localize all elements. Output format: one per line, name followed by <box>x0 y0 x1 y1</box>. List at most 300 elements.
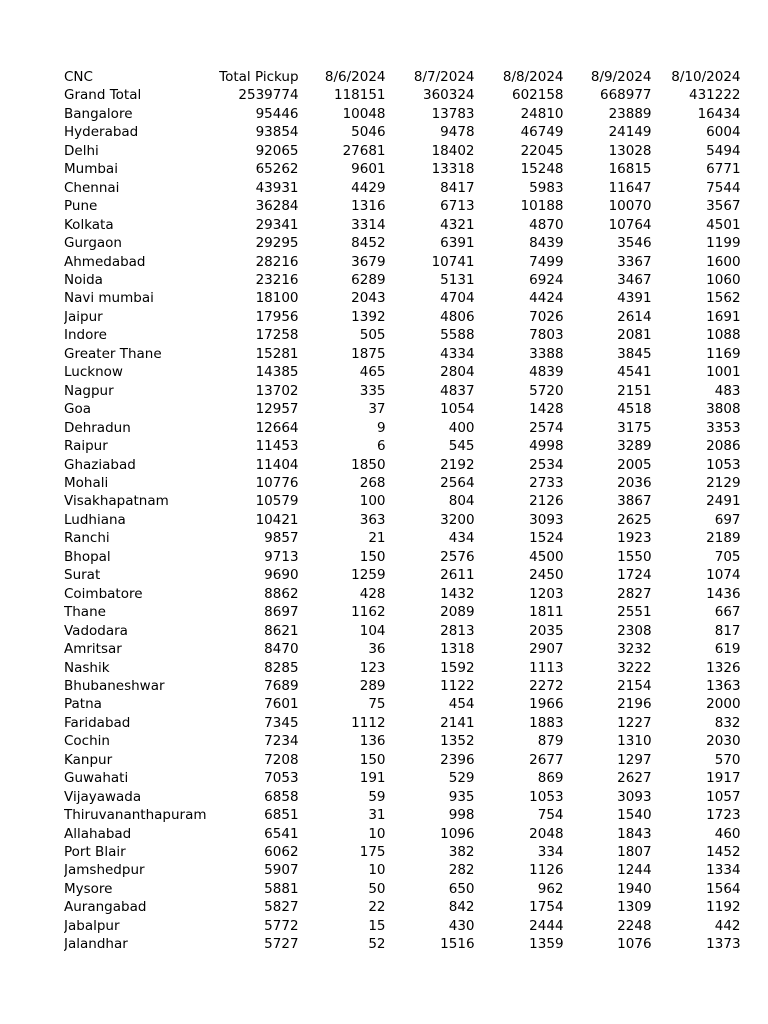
table-row <box>64 289 741 307</box>
cell-date-4: 1297 <box>617 751 652 768</box>
cell-cnc: Nagpur <box>64 382 114 399</box>
cell-date-4: 3367 <box>617 253 652 270</box>
cell-total-pickup: 5772 <box>264 917 299 934</box>
cell-cnc: Faridabad <box>64 714 131 731</box>
cell-date-4: 3232 <box>617 641 652 658</box>
cell-date-1: 505 <box>359 327 386 344</box>
table-row <box>64 197 741 215</box>
cell-date-2: 2564 <box>440 474 475 491</box>
cell-date-3: 1126 <box>529 862 564 879</box>
cell-date-2: 434 <box>448 530 475 547</box>
cell-date-3: 8439 <box>529 235 564 252</box>
cell-cnc: Ranchi <box>64 530 110 547</box>
cell-date-5: 1326 <box>706 659 741 676</box>
cell-date-2: 842 <box>448 899 475 916</box>
table-row <box>64 825 741 843</box>
cell-date-3: 962 <box>537 880 564 897</box>
cell-date-1: 100 <box>359 493 386 510</box>
cell-date-3: 2574 <box>529 419 564 436</box>
cell-date-5: 4501 <box>706 216 741 233</box>
cell-cnc: Ahmedabad <box>64 253 146 270</box>
cell-date-3: 1883 <box>529 714 564 731</box>
cell-date-3: 4998 <box>529 438 564 455</box>
table-row <box>64 216 741 234</box>
cell-date-1: 428 <box>359 585 386 602</box>
cell-total-pickup: 93854 <box>255 124 299 141</box>
cell-date-2: 454 <box>448 696 475 713</box>
cell-total-pickup: 10421 <box>255 511 299 528</box>
cell-date-1: 21 <box>368 530 386 547</box>
cell-date-5: 570 <box>714 751 741 768</box>
cell-date-5: 1334 <box>706 862 741 879</box>
cell-date-3: 10188 <box>520 198 564 215</box>
cell-date-3: 2907 <box>529 641 564 658</box>
cell-date-5: 1074 <box>706 567 741 584</box>
cell-cnc: Dehradun <box>64 419 131 436</box>
cell-cnc: Ghaziabad <box>64 456 136 473</box>
cell-date-3: 4500 <box>529 548 564 565</box>
cell-cnc: Aurangabad <box>64 899 147 916</box>
cell-date-1: 75 <box>368 696 386 713</box>
cell-date-5: 1917 <box>706 770 741 787</box>
cell-date-5: 1452 <box>706 844 741 861</box>
cell-date-5: 1562 <box>706 290 741 307</box>
cell-cnc: Lucknow <box>64 364 123 381</box>
cell-date-1: 1259 <box>351 567 386 584</box>
cell-cnc: Noida <box>64 271 103 288</box>
cell-total-pickup: 7053 <box>264 770 299 787</box>
cell-total-pickup: 28216 <box>255 253 299 270</box>
cell-date-5: 1363 <box>706 677 741 694</box>
cell-cnc: Greater Thane <box>64 345 162 362</box>
cell-date-1: 136 <box>359 733 386 750</box>
cell-date-4: 1076 <box>617 936 652 953</box>
cell-date-5: 1436 <box>706 585 741 602</box>
cell-total-pickup: 17258 <box>255 327 299 344</box>
cell-date-2: 3200 <box>440 511 475 528</box>
cell-total-pickup: 23216 <box>255 271 299 288</box>
cell-cnc: Kolkata <box>64 216 114 233</box>
cell-cnc: Grand Total <box>64 87 142 104</box>
cell-date-3: 1811 <box>529 604 564 621</box>
cell-date-1: 175 <box>359 844 386 861</box>
cell-cnc: Amritsar <box>64 641 122 658</box>
cell-date-1: 191 <box>359 770 386 787</box>
cell-date-1: 104 <box>359 622 386 639</box>
cell-date-3: 334 <box>537 844 564 861</box>
cell-date-1: 289 <box>359 677 386 694</box>
cell-date-5: 1057 <box>706 788 741 805</box>
cell-date-3: 4870 <box>529 216 564 233</box>
cell-total-pickup: 7601 <box>264 696 299 713</box>
cell-date-5: 667 <box>714 604 741 621</box>
cell-date-1: 27681 <box>342 142 386 159</box>
cell-date-3: 7026 <box>529 308 564 325</box>
cell-date-4: 668977 <box>599 87 652 104</box>
cell-date-4: 1309 <box>617 899 652 916</box>
cell-date-1: 22 <box>368 899 386 916</box>
cell-total-pickup: 14385 <box>255 364 299 381</box>
cell-date-4: 2308 <box>617 622 652 639</box>
table-row <box>64 105 741 123</box>
cell-date-5: 2030 <box>706 733 741 750</box>
cell-date-2: 2396 <box>440 751 475 768</box>
cell-date-3: 2450 <box>529 567 564 584</box>
cell-date-4: 3546 <box>617 235 652 252</box>
cell-date-2: 1516 <box>440 936 475 953</box>
cell-total-pickup: 7345 <box>264 714 299 731</box>
cell-total-pickup: 5881 <box>264 880 299 897</box>
cell-date-3: 1359 <box>529 936 564 953</box>
table-row <box>64 917 741 935</box>
cell-date-5: 6771 <box>706 161 741 178</box>
cell-date-1: 8452 <box>351 235 386 252</box>
cell-date-5: 2491 <box>706 493 741 510</box>
cell-date-1: 1392 <box>351 308 386 325</box>
cell-date-5: 3353 <box>706 419 741 436</box>
cell-date-1: 363 <box>359 511 386 528</box>
cell-total-pickup: 17956 <box>255 308 299 325</box>
cell-date-4: 1227 <box>617 714 652 731</box>
cell-date-5: 1723 <box>706 807 741 824</box>
cell-date-3: 1754 <box>529 899 564 916</box>
cell-date-5: 1053 <box>706 456 741 473</box>
cell-total-pickup: 43931 <box>255 179 299 196</box>
cell-date-3: 15248 <box>520 161 564 178</box>
cell-total-pickup: 95446 <box>255 105 299 122</box>
cell-date-5: 7544 <box>706 179 741 196</box>
cell-total-pickup: 65262 <box>255 161 299 178</box>
cell-date-1: 50 <box>368 880 386 897</box>
cell-date-5: 460 <box>714 825 741 842</box>
cell-date-4: 3845 <box>617 345 652 362</box>
cell-date-3: 1524 <box>529 530 564 547</box>
cell-date-4: 1923 <box>617 530 652 547</box>
cell-total-pickup: 6851 <box>264 807 299 824</box>
cell-date-2: 1096 <box>440 825 475 842</box>
cell-date-5: 3567 <box>706 198 741 215</box>
cell-cnc: Kanpur <box>64 751 113 768</box>
cell-date-4: 1807 <box>617 844 652 861</box>
cell-date-2: 1054 <box>440 401 475 418</box>
table-row <box>64 160 741 178</box>
cell-date-1: 5046 <box>351 124 386 141</box>
cell-total-pickup: 18100 <box>255 290 299 307</box>
cell-date-3: 2677 <box>529 751 564 768</box>
cell-date-2: 545 <box>448 438 475 455</box>
cell-date-4: 4541 <box>617 364 652 381</box>
cell-date-1: 10 <box>368 862 386 879</box>
cell-date-1: 465 <box>359 364 386 381</box>
header-date-1: 8/6/2024 <box>324 69 386 85</box>
cell-date-2: 1318 <box>440 641 475 658</box>
cell-date-4: 2154 <box>617 677 652 694</box>
cell-total-pickup: 10776 <box>255 474 299 491</box>
cell-date-5: 817 <box>714 622 741 639</box>
cell-date-2: 650 <box>448 880 475 897</box>
table-row <box>64 437 741 455</box>
cell-total-pickup: 12664 <box>255 419 299 436</box>
cell-cnc: Jalandhar <box>64 936 128 953</box>
cell-date-3: 2035 <box>529 622 564 639</box>
cell-total-pickup: 29295 <box>255 235 299 252</box>
cell-cnc: Cochin <box>64 733 110 750</box>
cell-date-5: 1199 <box>706 235 741 252</box>
table-row <box>64 253 741 271</box>
cell-date-1: 59 <box>368 788 386 805</box>
table-row <box>64 234 741 252</box>
cell-date-3: 1053 <box>529 788 564 805</box>
cell-cnc: Ludhiana <box>64 511 126 528</box>
cell-cnc: Bangalore <box>64 105 133 122</box>
cell-date-2: 2611 <box>440 567 475 584</box>
cell-cnc: Mysore <box>64 880 113 897</box>
cell-date-5: 832 <box>714 714 741 731</box>
table-row <box>64 400 741 418</box>
cell-date-1: 52 <box>368 936 386 953</box>
cell-date-3: 1113 <box>529 659 564 676</box>
cell-total-pickup: 6858 <box>264 788 299 805</box>
header-cnc: CNC <box>64 69 93 85</box>
table-row <box>64 456 741 474</box>
cell-date-3: 4839 <box>529 364 564 381</box>
cell-date-1: 1850 <box>351 456 386 473</box>
cell-total-pickup: 92065 <box>255 142 299 159</box>
cell-date-2: 2813 <box>440 622 475 639</box>
table-row <box>64 548 741 566</box>
cell-total-pickup: 6541 <box>264 825 299 842</box>
cell-date-4: 1540 <box>617 807 652 824</box>
cell-date-3: 2126 <box>529 493 564 510</box>
cell-date-2: 10741 <box>431 253 475 270</box>
cell-date-2: 804 <box>448 493 475 510</box>
cell-date-1: 2043 <box>351 290 386 307</box>
cell-total-pickup: 2539774 <box>238 87 299 104</box>
cell-total-pickup: 7234 <box>264 733 299 750</box>
cell-date-2: 5131 <box>440 271 475 288</box>
cell-total-pickup: 9713 <box>264 548 299 565</box>
cell-date-4: 13028 <box>608 142 652 159</box>
spreadsheet <box>64 68 741 954</box>
table-row <box>64 880 741 898</box>
header-total-pickup: Total Pickup <box>219 69 299 85</box>
table-row <box>64 382 741 400</box>
cell-date-3: 1428 <box>529 401 564 418</box>
cell-date-2: 998 <box>448 807 475 824</box>
table-row <box>64 142 741 160</box>
cell-date-4: 3222 <box>617 659 652 676</box>
cell-date-3: 3388 <box>529 345 564 362</box>
cell-date-1: 123 <box>359 659 386 676</box>
table-row <box>64 308 741 326</box>
cell-date-1: 4429 <box>351 179 386 196</box>
table-row <box>64 271 741 289</box>
table-row <box>64 622 741 640</box>
cell-date-3: 22045 <box>520 142 564 159</box>
cell-date-5: 697 <box>714 511 741 528</box>
cell-date-2: 9478 <box>440 124 475 141</box>
cell-date-3: 869 <box>537 770 564 787</box>
table-row <box>64 123 741 141</box>
cell-date-1: 1316 <box>351 198 386 215</box>
cell-cnc: Gurgaon <box>64 235 122 252</box>
cell-date-2: 4837 <box>440 382 475 399</box>
cell-date-1: 9601 <box>351 161 386 178</box>
cell-date-4: 2625 <box>617 511 652 528</box>
table-row <box>64 898 741 916</box>
cell-date-2: 400 <box>448 419 475 436</box>
cell-date-1: 150 <box>359 751 386 768</box>
cell-total-pickup: 10579 <box>255 493 299 510</box>
cell-cnc: Allahabad <box>64 825 132 842</box>
table-row <box>64 345 741 363</box>
cell-total-pickup: 11404 <box>255 456 299 473</box>
cell-cnc: Visakhapatnam <box>64 493 169 510</box>
cell-total-pickup: 7208 <box>264 751 299 768</box>
cell-date-5: 1192 <box>706 899 741 916</box>
cell-date-5: 705 <box>714 548 741 565</box>
cell-cnc: Coimbatore <box>64 585 143 602</box>
cell-date-3: 5720 <box>529 382 564 399</box>
table-row <box>64 806 741 824</box>
cell-date-3: 2444 <box>529 917 564 934</box>
cell-date-3: 602158 <box>511 87 564 104</box>
cell-cnc: Bhubaneshwar <box>64 677 165 694</box>
cell-date-1: 150 <box>359 548 386 565</box>
header-date-2: 8/7/2024 <box>413 69 475 85</box>
cell-date-2: 529 <box>448 770 475 787</box>
cell-cnc: Jabalpur <box>64 917 120 934</box>
cell-date-4: 3289 <box>617 438 652 455</box>
cell-date-2: 4321 <box>440 216 475 233</box>
cell-total-pickup: 13702 <box>255 382 299 399</box>
cell-date-4: 2081 <box>617 327 652 344</box>
cell-date-5: 1060 <box>706 271 741 288</box>
table-row <box>64 788 741 806</box>
cell-cnc: Surat <box>64 567 101 584</box>
table-body <box>64 86 741 953</box>
cell-date-1: 3679 <box>351 253 386 270</box>
cell-date-1: 268 <box>359 474 386 491</box>
header-date-5: 8/10/2024 <box>671 69 741 85</box>
cell-date-5: 2086 <box>706 438 741 455</box>
cell-total-pickup: 8470 <box>264 641 299 658</box>
cell-date-5: 16434 <box>697 105 741 122</box>
cell-date-2: 2141 <box>440 714 475 731</box>
cell-date-4: 3093 <box>617 788 652 805</box>
cell-date-1: 10 <box>368 825 386 842</box>
cell-date-2: 8417 <box>440 179 475 196</box>
cell-date-4: 2827 <box>617 585 652 602</box>
table-row <box>64 529 741 547</box>
cell-date-1: 1112 <box>351 714 386 731</box>
cell-date-2: 6391 <box>440 235 475 252</box>
cell-date-4: 3467 <box>617 271 652 288</box>
cell-date-5: 6004 <box>706 124 741 141</box>
cell-date-1: 9 <box>376 419 386 436</box>
table-row <box>64 419 741 437</box>
cell-date-1: 6289 <box>351 271 386 288</box>
cell-date-5: 442 <box>714 917 741 934</box>
header-date-4: 8/9/2024 <box>590 69 652 85</box>
cell-cnc: Chennai <box>64 179 120 196</box>
cell-total-pickup: 11453 <box>255 438 299 455</box>
table-row <box>64 179 741 197</box>
cell-total-pickup: 9857 <box>264 530 299 547</box>
cell-date-4: 1244 <box>617 862 652 879</box>
table-row <box>64 843 741 861</box>
cell-cnc: Vadodara <box>64 622 128 639</box>
cell-date-4: 10070 <box>608 198 652 215</box>
cell-date-1: 15 <box>368 917 386 934</box>
cell-date-1: 1162 <box>351 604 386 621</box>
cell-date-4: 1940 <box>617 880 652 897</box>
cell-date-3: 2048 <box>529 825 564 842</box>
cell-total-pickup: 15281 <box>255 345 299 362</box>
table-row <box>64 566 741 584</box>
cell-date-3: 2272 <box>529 677 564 694</box>
cell-date-5: 483 <box>714 382 741 399</box>
cell-total-pickup: 8697 <box>264 604 299 621</box>
cell-date-5: 1001 <box>706 364 741 381</box>
cell-date-4: 2151 <box>617 382 652 399</box>
cell-date-1: 6 <box>376 438 386 455</box>
cell-cnc: Navi mumbai <box>64 290 154 307</box>
table-row <box>64 603 741 621</box>
cell-cnc: Indore <box>64 327 107 344</box>
cell-date-4: 2248 <box>617 917 652 934</box>
cell-date-4: 2627 <box>617 770 652 787</box>
cell-date-2: 1122 <box>440 677 475 694</box>
cell-cnc: Port Blair <box>64 844 126 861</box>
cell-total-pickup: 8285 <box>264 659 299 676</box>
cell-date-2: 13783 <box>431 105 475 122</box>
table-row <box>64 640 741 658</box>
cell-date-4: 11647 <box>608 179 652 196</box>
cell-date-5: 1564 <box>706 880 741 897</box>
cell-cnc: Pune <box>64 198 98 215</box>
cell-date-3: 4424 <box>529 290 564 307</box>
cell-date-5: 1600 <box>706 253 741 270</box>
cell-date-2: 360324 <box>422 87 475 104</box>
cell-date-3: 879 <box>537 733 564 750</box>
cell-cnc: Raipur <box>64 438 108 455</box>
cell-date-4: 1843 <box>617 825 652 842</box>
cell-total-pickup: 12957 <box>255 401 299 418</box>
cell-date-5: 1169 <box>706 345 741 362</box>
cell-date-2: 2576 <box>440 548 475 565</box>
cell-date-2: 18402 <box>431 142 475 159</box>
cell-date-4: 2614 <box>617 308 652 325</box>
cell-date-4: 1724 <box>617 567 652 584</box>
cell-date-2: 1592 <box>440 659 475 676</box>
cell-date-4: 2005 <box>617 456 652 473</box>
cell-cnc: Thiruvananthapuram <box>64 807 207 824</box>
table-row <box>64 861 741 879</box>
cell-total-pickup: 9690 <box>264 567 299 584</box>
table-row <box>64 659 741 677</box>
cell-total-pickup: 36284 <box>255 198 299 215</box>
cell-total-pickup: 29341 <box>255 216 299 233</box>
cell-date-4: 2036 <box>617 474 652 491</box>
cell-date-4: 4518 <box>617 401 652 418</box>
cell-cnc: Mohali <box>64 474 109 491</box>
cell-date-2: 4704 <box>440 290 475 307</box>
cell-total-pickup: 5727 <box>264 936 299 953</box>
cell-date-3: 6924 <box>529 271 564 288</box>
table-row <box>64 474 741 492</box>
cell-date-4: 24149 <box>608 124 652 141</box>
